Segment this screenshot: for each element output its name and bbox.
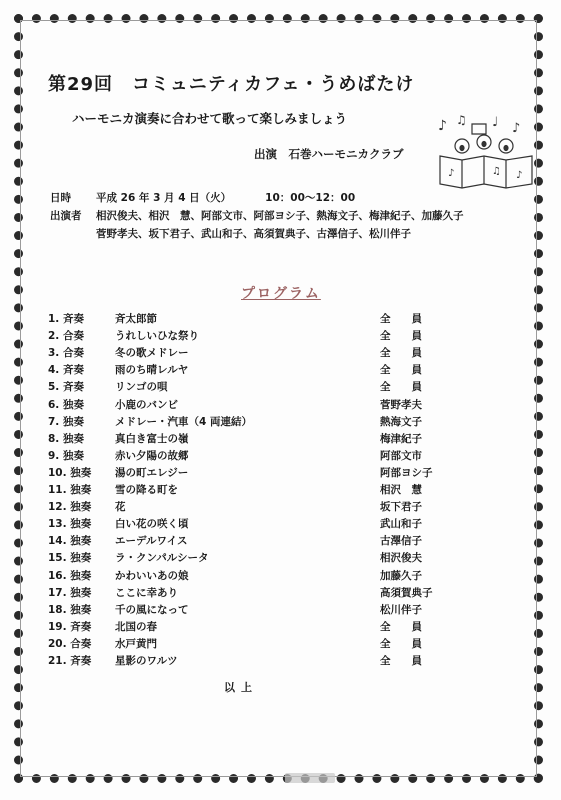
program-song: 白い花の咲く頃 [115,518,189,531]
program-no: 20. 合奏 [48,637,92,650]
program-who: 熱海文子 [380,415,422,428]
program-song: 斉太郎節 [115,313,157,325]
program-song: 湯の町エレジー [115,466,189,479]
program-song: うれしいひな祭り [115,330,199,343]
program-no: 17. 独奏 [48,586,92,599]
program-song: 千の風になって [115,603,189,616]
program-no: 14. 独奏 [48,535,92,548]
svg-text:♪: ♪ [438,118,447,134]
program-song: 水戸黄門 [115,637,157,650]
program-song: かわいいあの娘 [115,569,189,582]
program-no: 8. 独奏 [48,432,84,445]
program-who: 相沢俊夫 [380,552,422,565]
program-who: 阿部文市 [380,449,422,462]
program-who: 坂下君子 [380,501,422,514]
program-who: 相沢 慧 [380,484,422,496]
program-no: 13. 独奏 [48,518,92,531]
program-song: リンゴの唄 [115,381,168,394]
date-value: 平成 26 年 3 月 4 日（火） [96,192,232,204]
program-who: 全 員 [380,655,422,667]
program-no: 11. 独奏 [48,484,92,496]
program-song: メドレー・汽車（4 両連結） [115,415,252,428]
program-song: 赤い夕陽の故郷 [115,449,189,462]
performers-line-1 [50,208,464,223]
program-song: ここに幸あり [115,586,178,599]
program-who: 全 員 [380,347,422,360]
program-song: エーデルワイス [115,535,188,548]
svg-text:♪: ♪ [516,170,523,181]
program-who: 加藤久子 [380,569,422,582]
program-who: 全 員 [380,381,422,394]
program-who: 全 員 [380,364,422,377]
program-song: ラ・クンパルシータ [115,552,209,565]
program-no: 21. 斉奏 [48,655,92,667]
end-mark: 以上 [224,681,258,694]
program-no: 6. 独奏 [48,398,84,411]
performers-label: 出演者 [50,210,82,222]
program-who: 全 員 [380,637,422,650]
program-no: 7. 独奏 [48,415,84,428]
program-song: 星影のワルツ [115,655,178,667]
program-song: 北国の春 [115,620,157,633]
choir-illustration-icon [432,112,542,192]
program-heading: プログラム [241,286,321,302]
page-title: 第29回 コミュニティカフェ・うめばたけ [48,74,415,95]
program-no: 12. 独奏 [48,501,92,514]
program-song: 雪の降る町を [115,484,178,496]
subtitle: ハーモニカ演奏に合わせて歌って楽しみましょう [72,111,348,126]
program-song: 小鹿のバンビ [115,398,178,411]
program-who: 阿部ヨシ子 [380,466,433,479]
program-no: 2. 合奏 [48,330,84,343]
program-who: 古澤信子 [380,535,422,548]
program-no: 9. 独奏 [48,449,84,462]
program-who: 武山和子 [380,518,422,531]
svg-text:♩: ♩ [492,115,499,130]
program-who: 菅野孝夫 [380,398,422,411]
program-song: 花 [115,501,126,514]
program-who: 梅津紀子 [380,432,422,445]
program-no: 16. 独奏 [48,569,92,582]
program-no: 5. 斉奏 [48,381,84,394]
program-song: 真白き富士の嶺 [115,432,189,445]
program-who: 全 員 [380,330,422,343]
program-song: 冬の歌メドレー [115,347,189,360]
faded-stamp [285,773,335,783]
program-who: 全 員 [380,620,422,633]
program-no: 3. 合奏 [48,347,84,360]
program-no: 4. 斉奏 [48,364,84,377]
performers-names-1: 相沢俊夫、相沢 慧、阿部文市、阿部ヨシ子、熱海文子、梅津紀子、加藤久子 [96,210,464,222]
program-who: 全 員 [380,313,422,325]
program-no: 1. 斉奏 [48,313,84,325]
program-song: 雨のち晴レルヤ [115,364,189,377]
program-no: 10. 独奏 [48,466,92,479]
performers-line-2: 菅野孝夫、坂下君子、武山和子、高須賀典子、古澤信子、松川伴子 [96,228,411,240]
performer-group: 出演 石巻ハーモニカクラブ [254,147,404,161]
date-label: 日時 [50,192,71,204]
program-no: 15. 独奏 [48,552,92,565]
program-who: 松川伴子 [380,603,422,616]
date-line [50,190,355,205]
program-no: 19. 斉奏 [48,620,92,633]
svg-text:♫: ♫ [492,166,501,177]
program-no: 18. 独奏 [48,603,92,616]
program-who: 高須賀典子 [380,586,433,599]
svg-text:♪: ♪ [512,121,521,136]
svg-text:♪: ♪ [448,168,455,179]
svg-text:♫: ♫ [456,113,467,127]
time-value: 10：00～12：00 [265,192,356,204]
